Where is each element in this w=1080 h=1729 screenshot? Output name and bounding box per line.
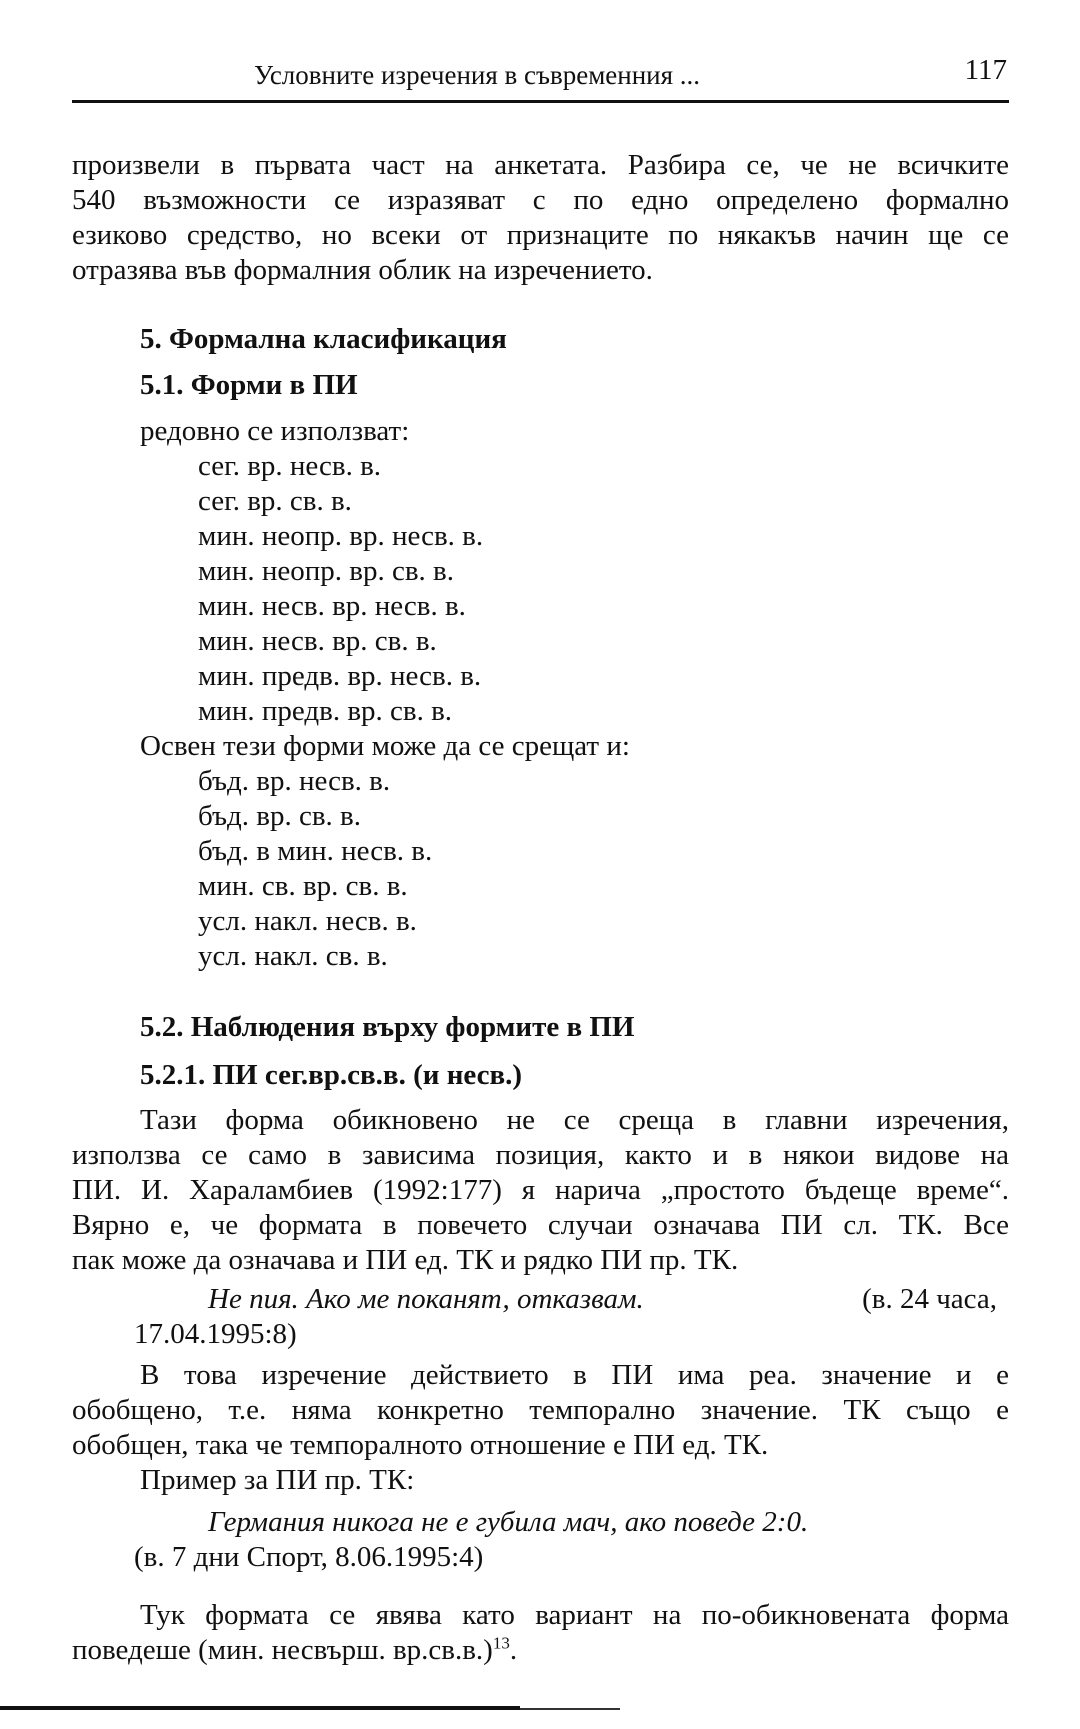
text-line: ПИ. И. Хараламбиев (1992:177) я нарича „простото бъдеще време“. <box>72 1174 1009 1206</box>
text-line: обобщено, т.е. няма конкретно темпорално значение. ТК също е <box>72 1394 1009 1426</box>
list-item: бъд. в мин. несв. в. <box>198 835 433 867</box>
subsection-heading: 5.1. Форми в ПИ <box>140 369 358 401</box>
list-item: мин. неопр. вр. св. в. <box>198 555 455 587</box>
list-item: усл. накл. несв. в. <box>198 905 417 937</box>
paragraph-5-2-1 <box>72 1103 1009 1278</box>
header-rule <box>72 100 1009 103</box>
list-item: усл. накл. св. в. <box>198 940 388 972</box>
paragraph-intro <box>72 148 1009 288</box>
list-intro: редовно се използват: <box>140 415 410 447</box>
running-header <box>72 52 1009 102</box>
example-line <box>72 1282 1009 1317</box>
text-line: Пример за ПИ пр. ТК: <box>140 1464 415 1496</box>
list-intro: Освен тези форми може да се срещат и: <box>140 730 630 762</box>
section-heading: 5. Формална класификация <box>140 323 507 355</box>
list-item: мин. св. вр. св. в. <box>198 870 408 902</box>
text-line <box>72 1633 1009 1668</box>
paragraph-final <box>72 1598 1009 1668</box>
text-span: . <box>509 1634 518 1666</box>
text-line: В това изречение действието в ПИ има реа. значение и е <box>140 1359 1009 1391</box>
example-text: Не пия. Ако ме поканят, отказвам. <box>208 1283 644 1315</box>
list-item: мин. предв. вр. св. в. <box>198 695 453 727</box>
page-bottom-edge-segment <box>520 1708 620 1710</box>
list-item: мин. предв. вр. несв. в. <box>198 660 482 692</box>
section-heading: 5.2. Наблюдения върху формите в ПИ <box>140 1011 635 1043</box>
text-line: Тук формата се явява като вариант на по-обикновената форма <box>140 1599 1009 1631</box>
list-item: сег. вр. несв. в. <box>198 450 382 482</box>
section-5 <box>72 322 1009 357</box>
example-source-line: (в. 7 дни Спорт, 8.06.1995:4) <box>134 1541 484 1573</box>
text-line: 540 възможности се изразяват с по едно определено формално <box>72 184 1009 216</box>
paragraph-explanation <box>72 1358 1009 1498</box>
subsection-heading: 5.2.1. ПИ сег.вр.св.в. (и несв.) <box>140 1059 523 1091</box>
footnote-reference: 13 <box>492 1633 510 1653</box>
list-item: сег. вр. св. в. <box>198 485 352 517</box>
running-header-title: Условните изречения в съвременния ... <box>253 60 701 90</box>
text-line: отразява във формалния облик на изречението. <box>72 254 653 286</box>
forms-list <box>72 414 1009 974</box>
text-span: поведеше (мин. несвърш. вр.св.в.) <box>72 1634 493 1666</box>
section-5-2-1 <box>72 1058 1009 1093</box>
list-item: бъд. вр. несв. в. <box>198 765 391 797</box>
text-line: пак може да означава и ПИ ед. ТК и рядко ПИ пр. ТК. <box>72 1244 739 1276</box>
text-line: обобщен, така че темпоралното отношение е ПИ ед. ТК. <box>72 1429 769 1461</box>
text-line: използва се само в зависима позиция, както и в някои видове на <box>72 1139 1009 1171</box>
list-item: мин. неопр. вр. несв. в. <box>198 520 484 552</box>
page-number: 117 <box>964 54 1007 86</box>
section-5-1 <box>72 368 1009 403</box>
example-text: Германия никога не е губила мач, ако поведе 2:0. <box>208 1506 809 1538</box>
example-source-line: 17.04.1995:8) <box>134 1318 297 1350</box>
example-1 <box>72 1282 1009 1352</box>
text-line: произвели в първата част на анкетата. Разбира се, че не всичките <box>72 149 1009 181</box>
page-bottom-edge <box>0 1706 520 1710</box>
list-item: бъд. вр. св. в. <box>198 800 361 832</box>
text-line: езиково средство, но всеки от признаците по някакъв начин ще се <box>72 219 1009 251</box>
list-item: мин. несв. вр. несв. в. <box>198 590 466 622</box>
example-2 <box>72 1505 1009 1575</box>
list-item: мин. несв. вр. св. в. <box>198 625 437 657</box>
text-line: Тази форма обикновено не се среща в главни изречения, <box>140 1104 1009 1136</box>
section-5-2 <box>72 1010 1009 1045</box>
text-line: Вярно е, че формата в повечето случаи означава ПИ сл. ТК. Все <box>72 1209 1009 1241</box>
example-source: (в. 24 часа, <box>862 1283 997 1315</box>
